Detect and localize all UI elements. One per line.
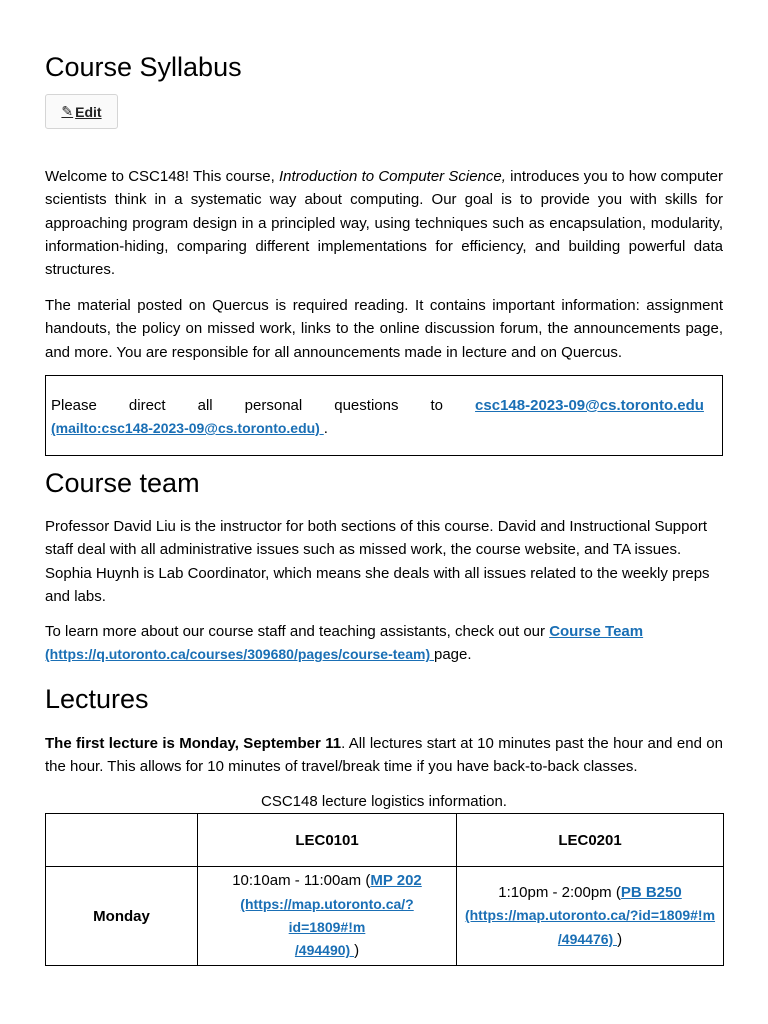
mailto-link[interactable]: (mailto:csc148-2023-09@cs.toronto.edu) <box>51 420 324 436</box>
lectures-heading: Lectures <box>45 684 149 714</box>
lec0201-url-line-2: /494476) <box>557 930 618 947</box>
lectures-text: . All lectures start at 10 minutes past the hour and end on the hour. This allows for 10 minutes of travel/break time if you have back-to-back classes. <box>45 735 723 776</box>
table-caption: CSC148 lecture logistics information. <box>261 793 507 810</box>
table-header-lec0201: LEC0201 <box>457 814 724 867</box>
email-link[interactable]: csc148-2023-09@cs.toronto.edu <box>475 397 704 414</box>
lec0101-monday-cell <box>198 867 457 966</box>
intro-paragraph-2: The material posted on Quercus is required reading. It contains important information: assignment handouts, the policy on missed work, links to the online discussion forum, the announcements page, and more. You are responsible for all announcements made in lecture and on Quercus. <box>45 297 723 361</box>
lec0201-monday-cell <box>457 867 724 966</box>
notice-line-2 <box>51 417 704 440</box>
lec0201-map-url-link[interactable] <box>465 907 715 946</box>
course-name-emphasis: Introduction to Computer Science, <box>278 168 506 185</box>
day-cell-monday: Monday <box>46 867 198 966</box>
notice-word: questions <box>334 397 399 414</box>
lec0201-close-paren: ) <box>617 930 623 948</box>
lec0101-url-line-1: (https://map.utoronto.ca/?id=1809#!m <box>240 895 414 935</box>
lec0101-url-line-2: /494490) <box>294 942 355 959</box>
table-header-empty <box>46 814 198 867</box>
course-team-page-word: page. <box>434 646 472 664</box>
lectures-paragraph <box>45 732 723 779</box>
lec0101-map-url-link[interactable] <box>240 896 413 959</box>
course-team-link[interactable]: Course Team <box>549 623 644 640</box>
table-row <box>46 867 724 966</box>
course-team-paragraph-2 <box>45 620 723 667</box>
lec0201-room-link[interactable]: PB B250 <box>620 884 682 902</box>
course-team-text: To learn more about our course staff and teaching assistants, check out our <box>45 623 550 640</box>
course-team-url-link[interactable]: (https://q.utoronto.ca/courses/309680/pages/course-team) <box>45 646 434 663</box>
table-header-row <box>46 814 724 867</box>
edit-button-label: Edit <box>75 103 102 120</box>
lec0101-room-link[interactable]: MP 202 <box>370 872 422 890</box>
course-team-paragraph-1: Professor David Liu is the instructor for both sections of this course. David and Instructional Support staff deal with all administrative issues such as missed work, the course website, and TA issues. Sophia Huynh is Lab Coordinator, which means she deals with all issues related to the weekly preps and labs. <box>45 518 710 605</box>
intro-text-b: introduces you to how computer scientists think in a systematic way about computing. Our goal is to provide you with skills for approaching program design in a principled way, using techniques such as encapsulation, modularity, information-hiding, comparing different implementations for efficiency, and building powerful data structures. <box>45 168 723 279</box>
notice-line-1 <box>51 394 704 417</box>
intro-text-a: Welcome to CSC148! This course, <box>45 168 279 185</box>
lecture-logistics-table <box>45 813 724 966</box>
lec0201-time: 1:10pm - 2:00pm ( <box>498 884 621 902</box>
pencil-icon: ✎ <box>61 103 74 119</box>
edit-button[interactable] <box>45 94 118 129</box>
notice-end: . <box>323 420 328 437</box>
page-title: Course Syllabus <box>45 52 242 82</box>
course-team-heading: Course team <box>45 468 200 498</box>
contact-notice-box <box>45 375 723 456</box>
notice-word: to <box>430 397 444 414</box>
notice-word: Please <box>51 397 97 414</box>
first-lecture-date: The first lecture is Monday, September 11 <box>45 735 342 752</box>
lec0201-url-line-1: (https://map.utoronto.ca/?id=1809#!m <box>464 907 716 924</box>
table-header-lec0101: LEC0101 <box>198 814 457 867</box>
intro-paragraph-1 <box>45 165 723 281</box>
notice-word: all <box>197 397 213 414</box>
lec0101-time: 10:10am - 11:00am ( <box>232 872 371 890</box>
notice-word: personal <box>244 397 303 414</box>
notice-word: direct <box>128 397 166 414</box>
lec0101-close-paren: ) <box>354 942 360 960</box>
